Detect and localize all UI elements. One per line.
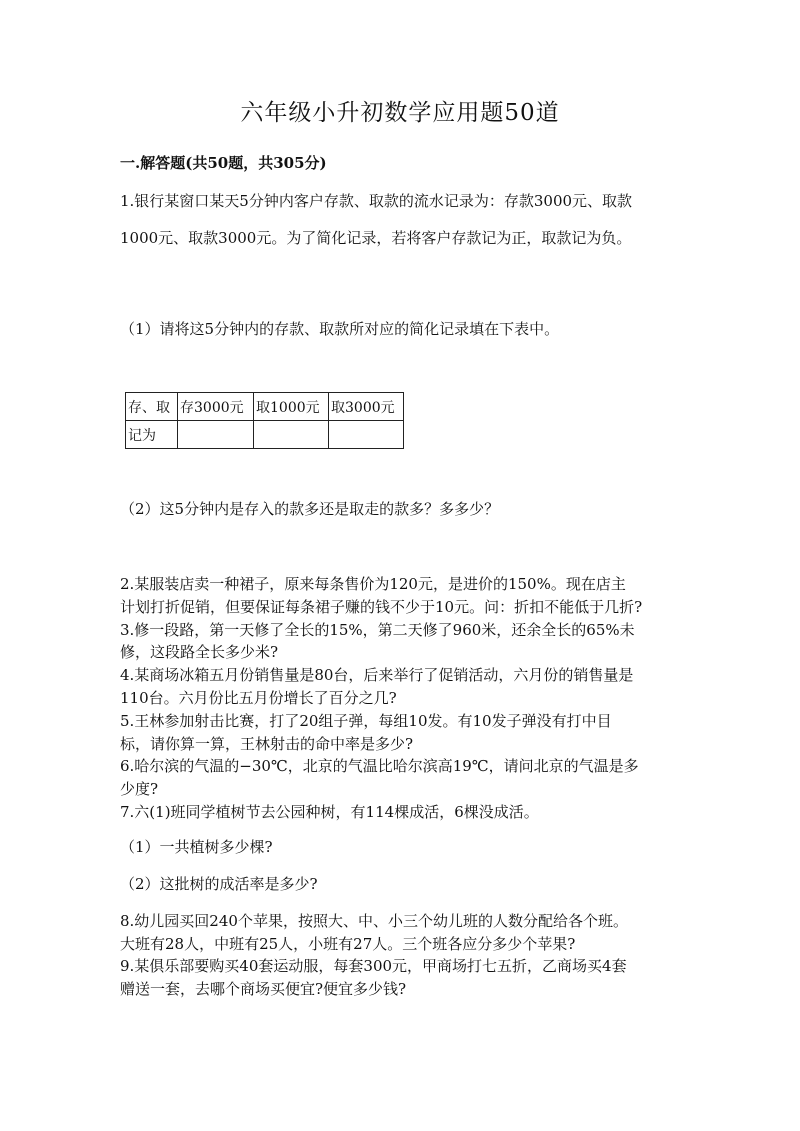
record-table [125, 392, 404, 449]
question-line: 计划打折促销，但要保证每条裙子赚的钱不少于10元。问：折扣不能低于几折? [120, 598, 643, 616]
table-answer-cell[interactable] [178, 421, 254, 449]
question-line: 标，请你算一算，王林射击的命中率是多少? [120, 735, 414, 753]
q1-text-line2: 1000元、取款3000元。为了简化记录，若将客户存款记为正，取款记为负。 [120, 229, 632, 247]
table-header-row [126, 393, 404, 421]
question-line: 6.哈尔滨的气温的−30℃，北京的气温比哈尔滨高19℃，请问北京的气温是多 [120, 757, 639, 775]
q7-sub1: （1）一共植树多少棵? [120, 838, 273, 856]
table-row-label: 记为 [126, 421, 178, 449]
question-line: 7.六(1)班同学植树节去公园种树，有114棵成活，6棵没成活。 [120, 803, 539, 821]
q1-text-line1: 1.银行某窗口某天5分钟内客户存款、取款的流水记录为：存款3000元、取款 [120, 192, 633, 210]
question-line: 3.修一段路，第一天修了全长的15%，第二天修了960米，还余全长的65%未 [120, 621, 635, 639]
question-line: 8.幼儿园买回240个苹果，按照大、中、小三个幼儿班的人数分配给各个班。 [120, 912, 628, 930]
question-line: 5.王林参加射击比赛，打了20组子弹，每组10发。有10发子弹没有打中目 [120, 712, 612, 730]
question-line: 大班有28人，中班有25人，小班有27人。三个班各应分多少个苹果? [120, 935, 576, 953]
question-line: 少度? [120, 780, 159, 798]
question-line: 4.某商场冰箱五月份销售量是80台，后来举行了促销活动，六月份的销售量是 [120, 666, 634, 684]
table-header-cell: 存3000元 [178, 393, 254, 421]
question-line: 修，这段路全长多少米? [120, 643, 279, 661]
table-answer-cell[interactable] [329, 421, 404, 449]
question-line: 9.某俱乐部要购买40套运动服，每套300元，甲商场打七五折，乙商场买4套 [120, 957, 627, 975]
table-header-cell: 取1000元 [254, 393, 329, 421]
question-line: 赠送一套，去哪个商场买便宜?便宜多少钱? [120, 980, 407, 998]
page-title: 六年级小升初数学应用题50道 [240, 100, 560, 126]
table-header-cell: 取3000元 [329, 393, 404, 421]
q1-sub2: （2）这5分钟内是存入的款多还是取走的款多？多多少？ [120, 500, 500, 518]
section-header: 一.解答题(共50题，共305分) [120, 154, 327, 172]
question-line: 2.某服装店卖一种裙子，原来每条售价为120元，是进价的150%。现在店主 [120, 575, 626, 593]
q7-sub2: （2）这批树的成活率是多少? [120, 875, 318, 893]
q1-sub1: （1）请将这5分钟内的存款、取款所对应的简化记录填在下表中。 [120, 320, 560, 338]
table-answer-cell[interactable] [254, 421, 329, 449]
question-line: 110台。六月份比五月份增长了百分之几? [120, 689, 397, 707]
table-header-cell: 存、取 [126, 393, 178, 421]
table-row [126, 421, 404, 449]
